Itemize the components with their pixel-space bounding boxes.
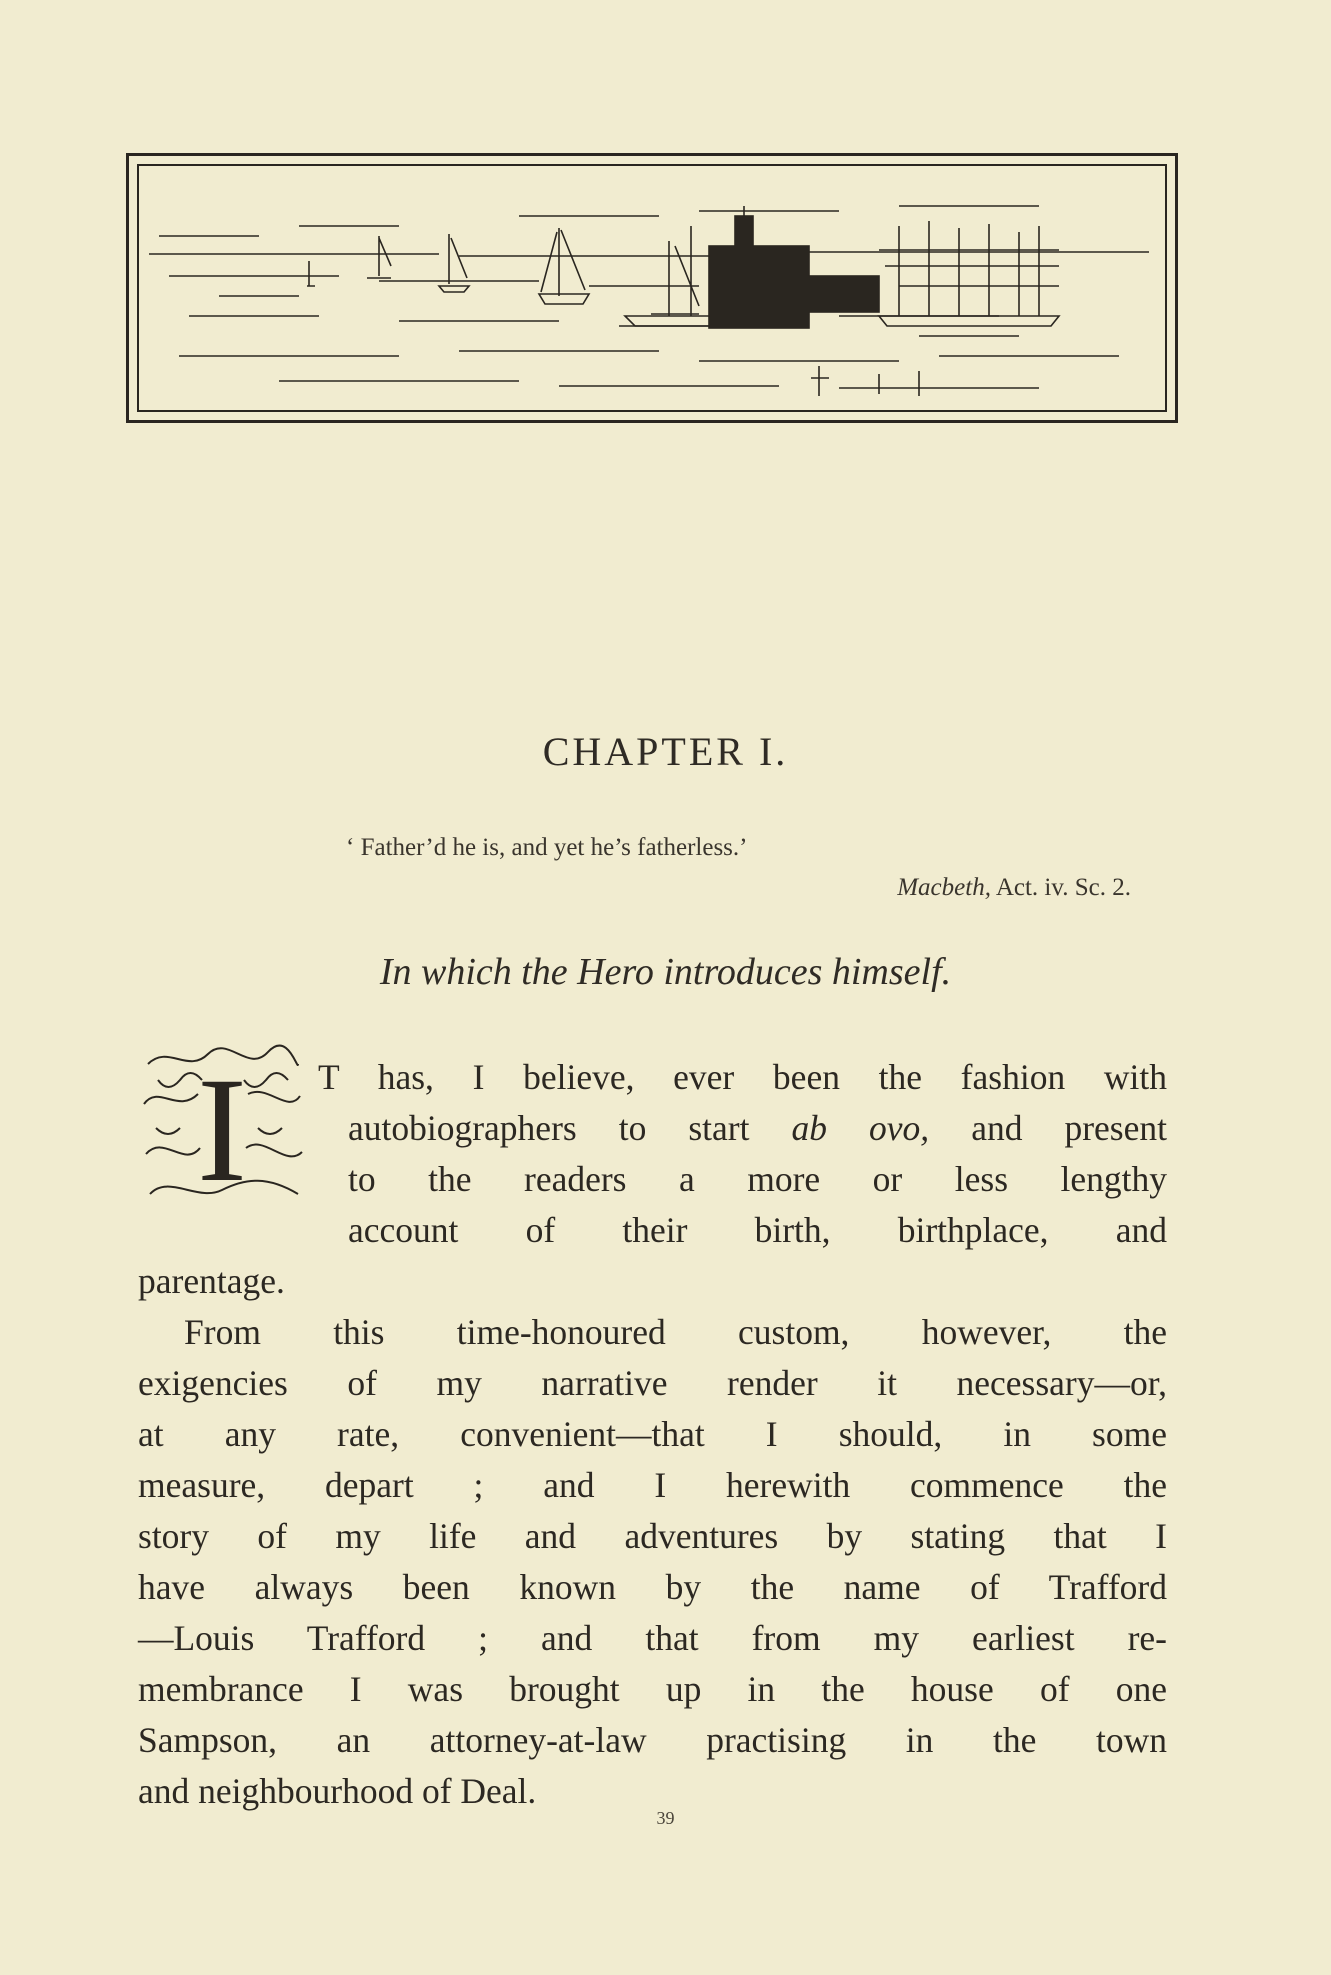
text-span: and present [929, 1108, 1167, 1148]
chapter-subtitle: In which the Hero introduces himself. [379, 951, 952, 993]
text-line: exigencies of my narrative render it necessary—or, [138, 1363, 1167, 1403]
italic-phrase: ab ovo, [791, 1108, 930, 1148]
text-line: From this time-honoured custom, however, the [184, 1312, 1167, 1352]
text-line: story of my life and adventures by stating that I [138, 1516, 1167, 1556]
drop-cap-letter: I [197, 1047, 247, 1204]
text-span: autobiographers to start [348, 1108, 792, 1148]
chapter-body-text [138, 1052, 1167, 1817]
text-line: parentage. [138, 1261, 285, 1301]
chapter-title: CHAPTER I. [542, 729, 789, 774]
text-line: T has, I believe, ever been the fashion with [318, 1057, 1167, 1097]
harbour-illustration [126, 153, 1178, 423]
epigraph-play: Macbeth, [897, 874, 991, 901]
page-number: 39 [656, 1808, 675, 1828]
text-line: measure, depart ; and I herewith commence the [138, 1465, 1167, 1505]
text-line [348, 1103, 1167, 1154]
epigraph-reference: Act. iv. Sc. 2. [990, 874, 1131, 901]
text-line: —Louis Trafford ; and that from my earliest re- [138, 1618, 1167, 1658]
text-line: to the readers a more or less lengthy [348, 1159, 1167, 1199]
text-line: account of their birth, birthplace, and [348, 1210, 1167, 1250]
text-line: at any rate, convenient—that I should, in some [138, 1414, 1167, 1454]
text-line: have always been known by the name of Trafford [138, 1567, 1167, 1607]
text-line: and neighbourhood of Deal. [138, 1771, 537, 1811]
epigraph-source [897, 874, 1131, 902]
harbour-sketch-image [139, 166, 1165, 410]
text-line: membrance I was brought up in the house of one [138, 1669, 1167, 1709]
epigraph-quote: ‘ Father’d he is, and yet he’s fatherless.’ [346, 834, 748, 861]
text-line: Sampson, an attorney-at-law practising in the town [138, 1720, 1167, 1760]
